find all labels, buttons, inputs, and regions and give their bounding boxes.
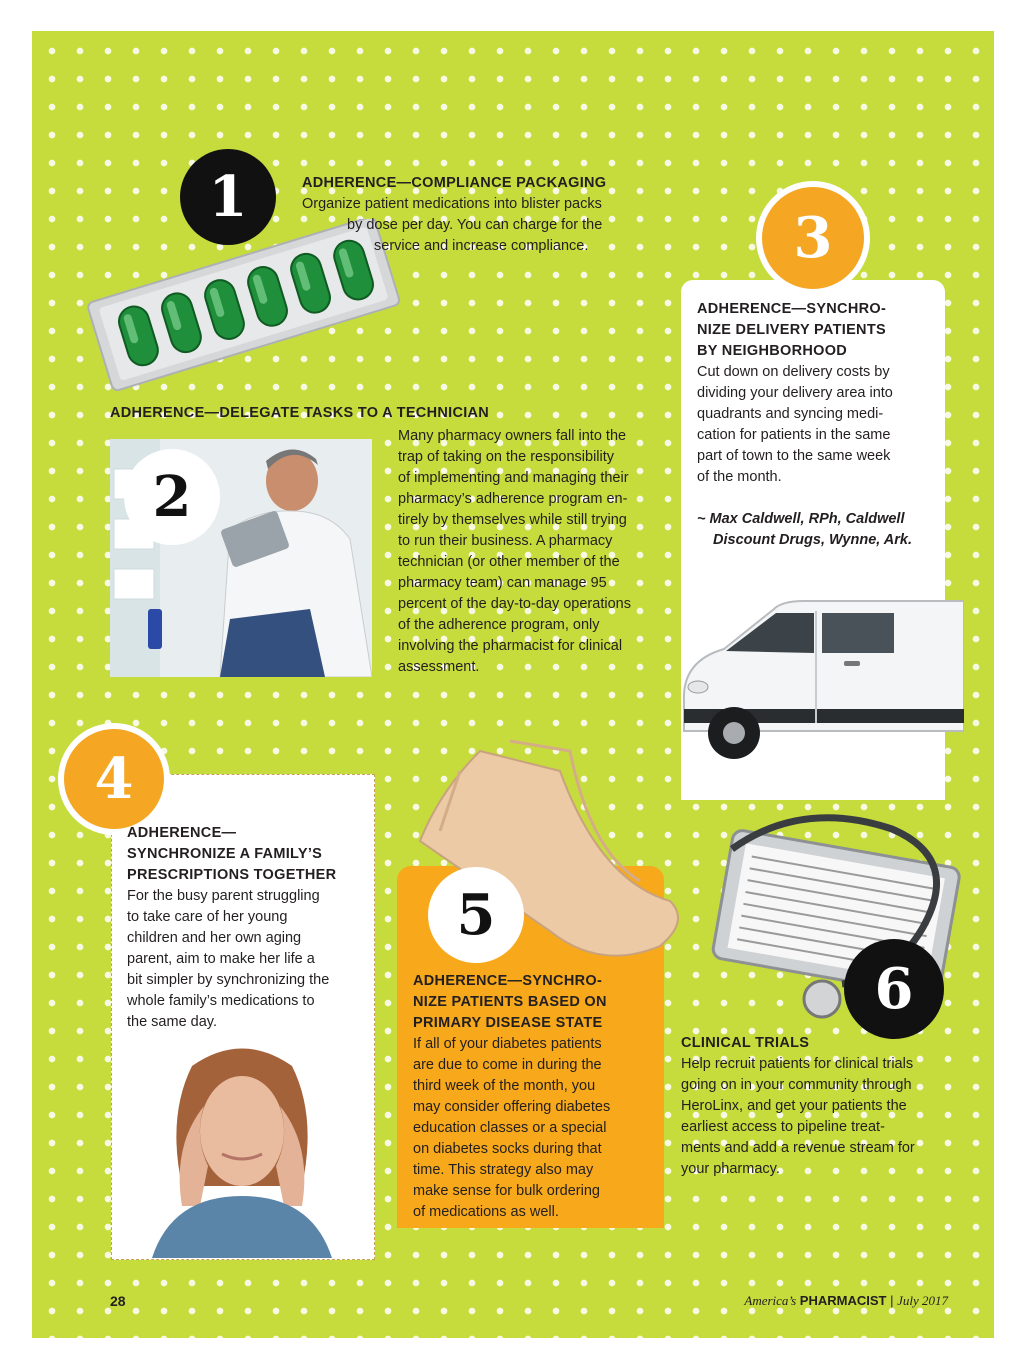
section-1-heading: ADHERENCE—COMPLIANCE PACKAGING <box>302 175 607 191</box>
section-2-body <box>398 426 678 678</box>
footer-mag-name: PHARMACIST <box>799 1293 887 1308</box>
section-2-line-6: to run their business. A pharmacy <box>398 533 613 549</box>
section-3-number-badge: 3 <box>756 181 870 295</box>
section-3-quote-line-1: ~ Max Caldwell, RPh, Caldwell <box>697 511 905 527</box>
section-6-line-6: your pharmacy. <box>681 1161 780 1177</box>
section-2-line-9: percent of the day-to-day operations <box>398 596 631 612</box>
section-5-text <box>413 971 661 1223</box>
section-4-line-3: children and her own aging <box>127 930 302 946</box>
section-3-heading-line-1: ADHERENCE—SYNCHRO- <box>697 301 887 317</box>
section-2-number-badge: 2 <box>124 449 220 545</box>
section-4-heading-line-1: ADHERENCE— <box>127 825 237 841</box>
section-6-number-badge: 6 <box>844 939 944 1039</box>
section-4-heading-line-2: SYNCHRONIZE A FAMILY’S <box>127 846 323 862</box>
section-4-line-6: whole family’s medications to <box>127 993 315 1009</box>
magazine-footer <box>744 1293 948 1309</box>
magazine-page <box>32 31 994 1338</box>
van-image <box>664 591 964 761</box>
section-5-line-1: If all of your diabetes patients <box>413 1036 602 1052</box>
section-3-heading-line-3: BY NEIGHBORHOOD <box>697 343 848 359</box>
section-5-line-6: on diabetes socks during that <box>413 1141 602 1157</box>
section-2-line-2: trap of taking on the responsibility <box>398 449 615 465</box>
section-4-line-7: the same day. <box>127 1014 218 1030</box>
section-3-line-6: of the month. <box>697 469 782 485</box>
section-5-line-4: may consider offering diabetes <box>413 1099 611 1115</box>
section-4-number-badge: 4 <box>58 723 170 835</box>
section-4-line-2: to take care of her young <box>127 909 288 925</box>
section-2-line-1: Many pharmacy owners fall into the <box>398 428 627 444</box>
section-4-text <box>127 823 372 1033</box>
section-3-text <box>697 299 943 551</box>
section-4-line-4: parent, aim to make her life a <box>127 951 315 967</box>
section-2-line-3: of implementing and managing their <box>398 470 629 486</box>
section-3-heading-line-2: NIZE DELIVERY PATIENTS <box>697 322 886 338</box>
section-3-line-2: dividing your delivery area into <box>697 385 893 401</box>
section-1-text <box>302 173 662 257</box>
section-5-heading-line-1: ADHERENCE—SYNCHRO- <box>413 973 603 989</box>
section-6-line-1: Help recruit patients for clinical trials <box>681 1056 914 1072</box>
section-2-line-4: pharmacy’s adherence program en- <box>398 491 628 507</box>
section-2-line-12: assessment. <box>398 659 480 675</box>
section-5-line-9: of medications as well. <box>413 1204 559 1220</box>
section-6-text <box>681 1033 971 1180</box>
section-6-heading: CLINICAL TRIALS <box>681 1035 810 1051</box>
footer-issue: July 2017 <box>897 1293 948 1308</box>
section-5-line-5: education classes or a special <box>413 1120 607 1136</box>
section-1-line-2: by dose per day. You can charge for the <box>347 217 603 233</box>
section-6-line-5: ments and add a revenue stream for <box>681 1140 915 1156</box>
section-5-heading-line-2: NIZE PATIENTS BASED ON <box>413 994 607 1010</box>
section-5-line-3: third week of the month, you <box>413 1078 596 1094</box>
section-6-line-3: HeroLinx, and get your patients the <box>681 1098 907 1114</box>
section-4-heading-line-3: PRESCRIPTIONS TOGETHER <box>127 867 337 883</box>
section-5-line-8: make sense for bulk ordering <box>413 1183 600 1199</box>
section-1-number-badge: 1 <box>180 149 276 245</box>
section-6-line-2: going on in your community through <box>681 1077 912 1093</box>
footer-separator: | <box>890 1293 894 1308</box>
footer-mag-prefix: America’s <box>744 1293 797 1308</box>
section-5-heading-line-3: PRIMARY DISEASE STATE <box>413 1015 603 1031</box>
section-3-line-1: Cut down on delivery costs by <box>697 364 890 380</box>
section-3-line-5: part of town to the same week <box>697 448 891 464</box>
section-6-line-4: earliest access to pipeline treat- <box>681 1119 885 1135</box>
section-3-quote-line-2: Discount Drugs, Wynne, Ark. <box>713 532 912 548</box>
section-2-title: ADHERENCE—DELEGATE TASKS TO A TECHNICIAN <box>110 405 490 421</box>
section-5-line-2: are due to come in during the <box>413 1057 602 1073</box>
section-5-line-7: time. This strategy also may <box>413 1162 594 1178</box>
section-2-line-5: tirely by themselves while still trying <box>398 512 627 528</box>
section-3-line-3: quadrants and syncing medi- <box>697 406 884 422</box>
tablet-stethoscope-image <box>692 809 994 1019</box>
section-2-line-8: pharmacy team) can manage 95 <box>398 575 607 591</box>
section-4-line-5: bit simpler by synchronizing the <box>127 972 330 988</box>
section-2-line-7: technician (or other member of the <box>398 554 620 570</box>
section-2-line-11: involving the pharmacist for clinical <box>398 638 623 654</box>
section-2-heading <box>110 403 570 424</box>
woman-headache-photo <box>112 1036 372 1258</box>
section-3-line-4: cation for patients in the same <box>697 427 891 443</box>
section-1-line-3: service and increase compliance. <box>374 238 589 254</box>
section-4-line-1: For the busy parent struggling <box>127 888 320 904</box>
page-number: 28 <box>110 1293 126 1309</box>
section-2-line-10: of the adherence program, only <box>398 617 600 633</box>
section-5-number-badge: 5 <box>428 867 524 963</box>
section-1-line-1: Organize patient medications into blister packs <box>302 196 602 212</box>
